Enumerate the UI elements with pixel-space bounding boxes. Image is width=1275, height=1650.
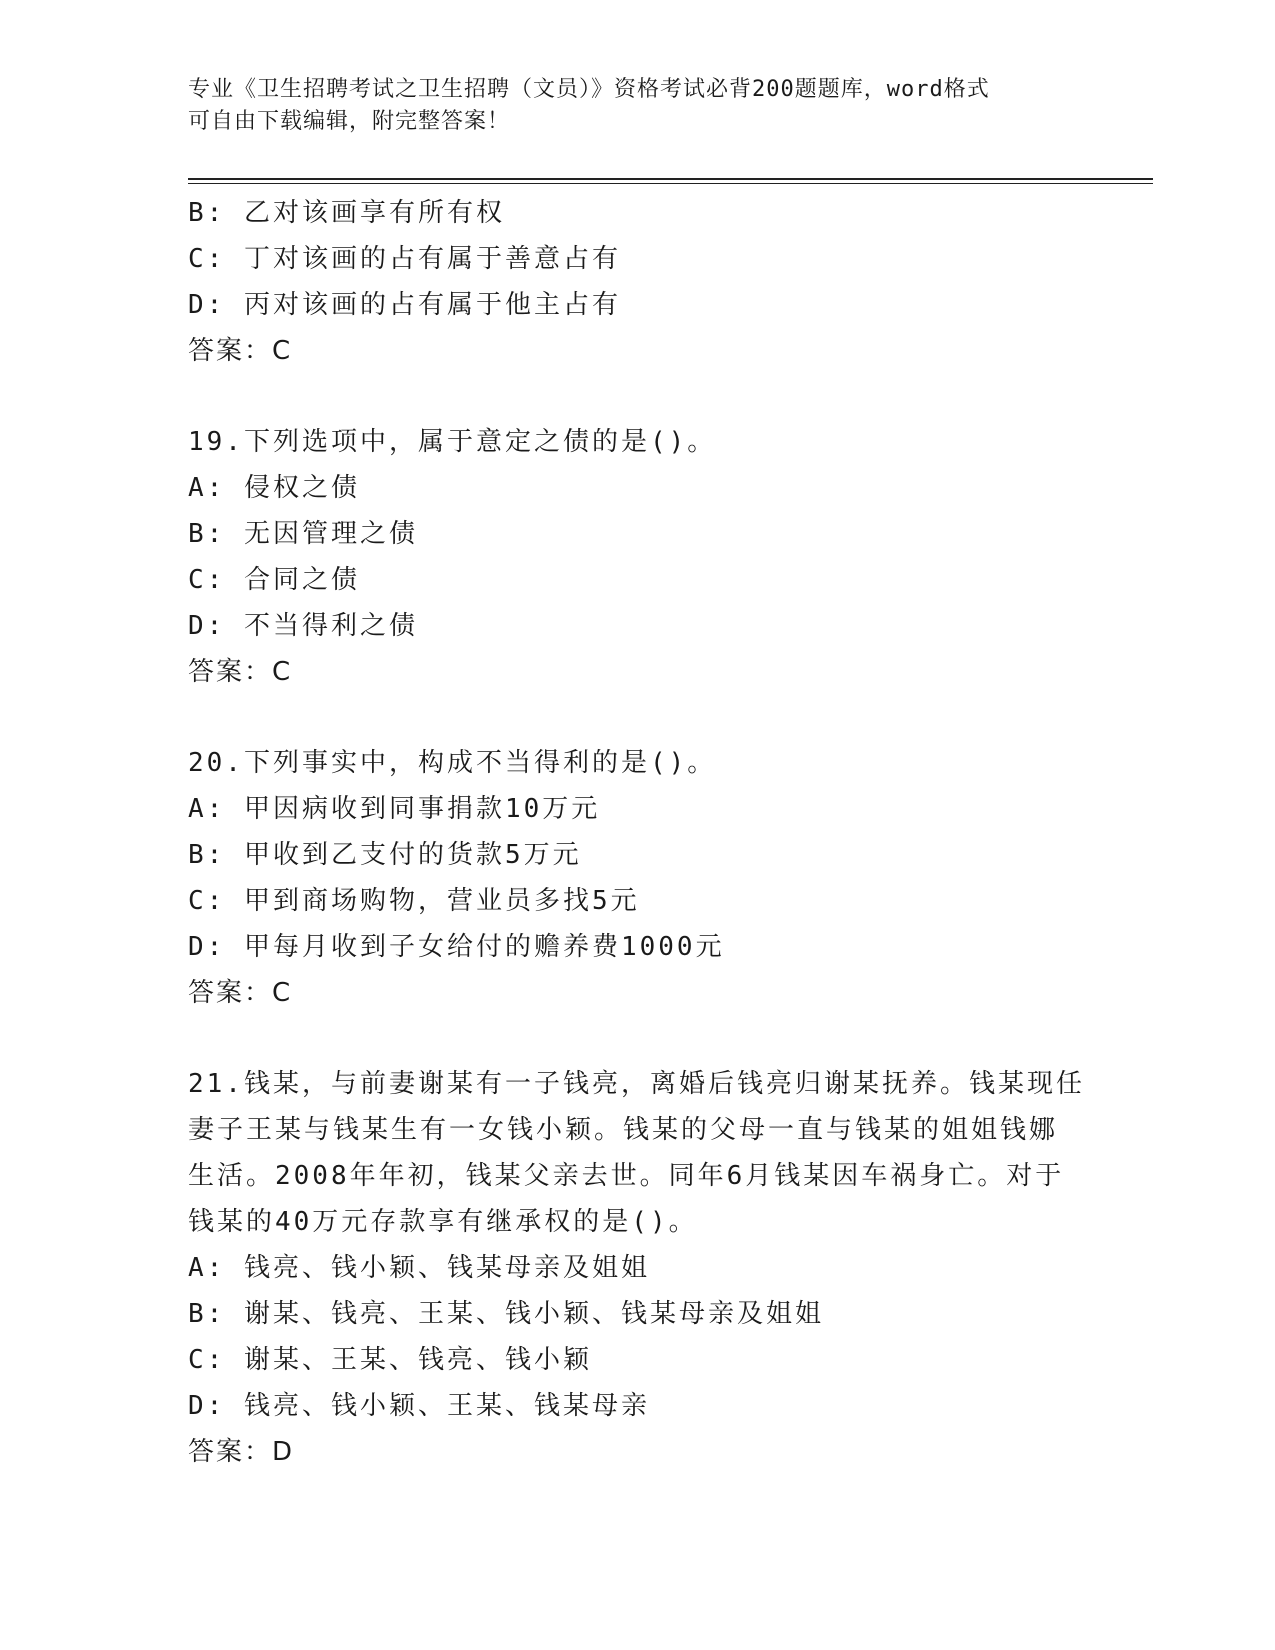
question-stem: 19.下列选项中，属于意定之债的是()。 bbox=[188, 427, 717, 457]
question-stem-line-3: 生活。2008年年初，钱某父亲去世。同年6月钱某因车祸身亡。对于 bbox=[188, 1161, 1065, 1191]
answer: 答案：C bbox=[188, 336, 293, 366]
question-21 bbox=[188, 1061, 1088, 1475]
option-c: C: 丁对该画的占有属于善意占有 bbox=[188, 244, 621, 274]
option-b: B: 乙对该画享有所有权 bbox=[188, 198, 505, 228]
option-d: D: 不当得利之债 bbox=[188, 611, 418, 641]
question-stem-line-1: 21.钱某，与前妻谢某有一子钱亮，离婚后钱亮归谢某抚养。钱某现任 bbox=[188, 1069, 1085, 1099]
question-stem: 20.下列事实中，构成不当得利的是()。 bbox=[188, 748, 717, 778]
option-b: B: 甲收到乙支付的货款5万元 bbox=[188, 840, 582, 870]
question-stem-line-4: 钱某的40万元存款享有继承权的是()。 bbox=[188, 1207, 698, 1237]
spacer bbox=[188, 374, 1088, 419]
question-content bbox=[188, 190, 1088, 1475]
question-19 bbox=[188, 419, 1088, 695]
option-d: D: 钱亮、钱小颖、王某、钱某母亲 bbox=[188, 1391, 650, 1421]
option-b: B: 谢某、钱亮、王某、钱小颖、钱某母亲及姐姐 bbox=[188, 1299, 824, 1329]
option-d: D: 甲每月收到子女给付的赡养费1000元 bbox=[188, 932, 725, 962]
question-18 bbox=[188, 190, 1088, 374]
option-b: B: 无因管理之债 bbox=[188, 519, 418, 549]
option-c: C: 甲到商场购物，营业员多找5元 bbox=[188, 886, 640, 916]
question-stem-line-2: 妻子王某与钱某生有一女钱小颖。钱某的父母一直与钱某的姐姐钱娜 bbox=[188, 1115, 1059, 1145]
answer: 答案：C bbox=[188, 978, 293, 1008]
option-c: C: 合同之债 bbox=[188, 565, 360, 595]
answer: 答案：D bbox=[188, 1437, 295, 1467]
header-line-1: 专业《卫生招聘考试之卫生招聘（文员）》资格考试必背200题题库，word格式 bbox=[188, 77, 990, 102]
header-rule-thin bbox=[188, 183, 1153, 184]
option-a: A: 侵权之债 bbox=[188, 473, 360, 503]
option-c: C: 谢某、王某、钱亮、钱小颖 bbox=[188, 1345, 592, 1375]
spacer bbox=[188, 1016, 1088, 1061]
question-20 bbox=[188, 740, 1088, 1016]
option-d: D: 丙对该画的占有属于他主占有 bbox=[188, 290, 621, 320]
answer: 答案：C bbox=[188, 657, 293, 687]
document-header bbox=[188, 74, 1088, 138]
header-rule-thick bbox=[188, 178, 1153, 180]
option-a: A: 钱亮、钱小颖、钱某母亲及姐姐 bbox=[188, 1253, 650, 1283]
option-a: A: 甲因病收到同事捐款10万元 bbox=[188, 794, 601, 824]
header-line-2: 可自由下载编辑，附完整答案！ bbox=[188, 109, 511, 134]
spacer bbox=[188, 695, 1088, 740]
